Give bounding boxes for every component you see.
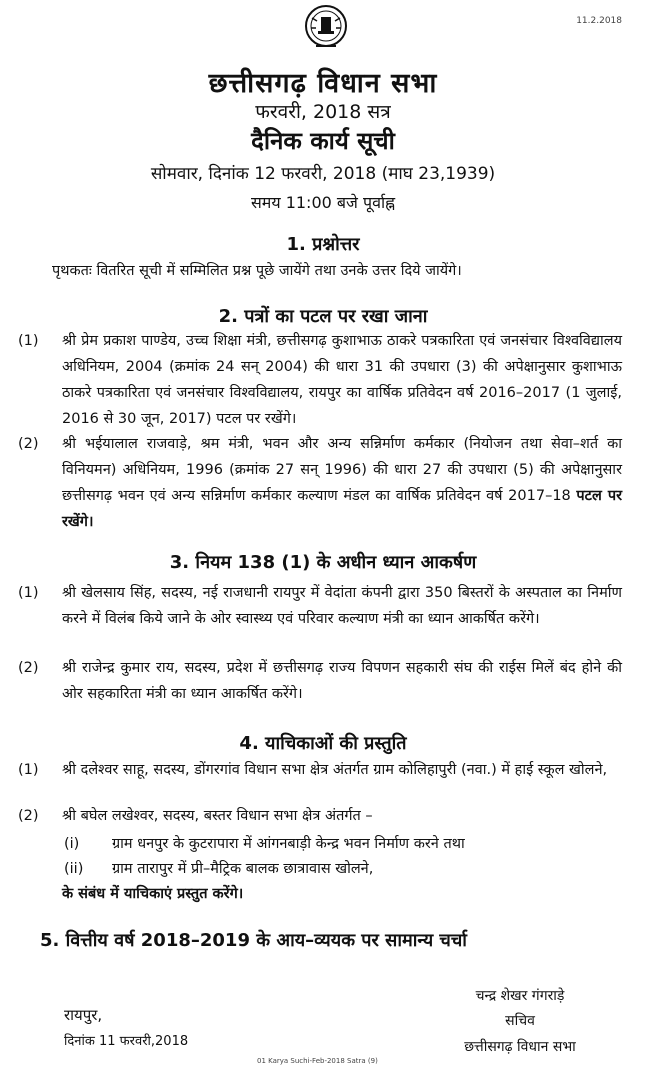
section-4-heading: 4. याचिकाओं की प्रस्तुति	[239, 733, 407, 754]
item-number: (2)	[18, 660, 39, 676]
item-number: (2)	[18, 436, 39, 452]
item-number: (1)	[18, 585, 39, 601]
signatory-title: सचिव	[505, 1013, 535, 1029]
section-5-heading: 5. वित्तीय वर्ष 2018–2019 के आय–व्ययक पर सामान्य चर्चा	[40, 930, 467, 951]
item-number: (2)	[18, 808, 39, 824]
section-4-item-1: श्री दलेश्वर साहू, सदस्य, डोंगरगांव विधान सभा क्षेत्र अंतर्गत ग्राम कोलिहापुरी (नवा.) में हाई स्कूल खोलने,	[62, 762, 608, 778]
signatory-organisation: छत्तीसगढ़ विधान सभा	[464, 1039, 576, 1055]
session-line: फरवरी, 2018 सत्र	[255, 101, 391, 123]
time-line: समय 11:00 बजे पूर्वाह्न	[250, 193, 396, 212]
place: रायपुर,	[64, 1006, 103, 1024]
section-4-subitem-2: ग्राम तारापुर में प्री–मैट्रिक बालक छात्रावास खोलने,	[112, 861, 374, 877]
section-1-heading: 1. प्रश्नोत्तर	[286, 234, 360, 255]
date-line: सोमवार, दिनांक 12 फरवरी, 2018 (माघ 23,1939)	[150, 164, 496, 184]
file-name: 01 Karya Suchi-Feb-2018 Satra (9)	[257, 1057, 378, 1065]
section-4-subitem-1: ग्राम धनपुर के कुटरापारा में आंगनबाड़ी केन्द्र भवन निर्माण करने तथा	[112, 836, 465, 852]
vidhan-sabha-emblem-icon	[303, 4, 349, 54]
item-text: श्री भईयालाल राजवाड़े, श्रम मंत्री, भवन और अन्य सन्निर्माण कर्मकार (नियोजन तथा सेवा–शर्त का विनियमन) अधिनियम, 1996 (क्रमांक 27 सन् 1996) की धारा 27 की उपधारा (5) की अपेक्षानुसार छत्तीसगढ़ भवन एवं अन्य सन्निर्माण कर्मकार कल्याण मंडल का वार्षिक प्रतिवेदन वर्ष 2017–18	[62, 436, 622, 504]
section-2-item-2	[62, 431, 622, 535]
date-stamp: 11.2.2018	[576, 16, 622, 26]
section-3-item-2: श्री राजेन्द्र कुमार राय, सदस्य, प्रदेश में छत्तीसगढ़ राज्य विपणन सहकारी संघ की राईस मिलें बंद होने की ओर सहकारिता मंत्री का ध्यान आकर्षित करेंगे।	[62, 660, 622, 702]
section-3-item-1: श्री खेलसाय सिंह, सदस्य, नई राजधानी रायपुर में वेदांता कंपनी द्वारा 350 बिस्तरों के अस्पताल का निर्माण करने में विलंब किये जाने के ओर स्वास्थ्य एवं परिवार कल्याण मंत्री का ध्यान आकर्षित करेंगे।	[62, 585, 622, 627]
item-number: (1)	[18, 333, 39, 349]
section-3-heading: 3. नियम 138 (1) के अधीन ध्यान आकर्षण	[169, 552, 477, 573]
section-4-closing: के संबंध में याचिकाएं प्रस्तुत करेंगे।	[62, 886, 244, 902]
assembly-title: छत्तीसगढ़ विधान सभा	[208, 68, 438, 99]
section-4-item-2: श्री बघेल लखेश्वर, सदस्य, बस्तर विधान सभा क्षेत्र अंतर्गत –	[62, 808, 373, 824]
item-bold-tail: पटल पर रखेंगे।	[62, 488, 623, 530]
subitem-number: (i)	[64, 836, 80, 852]
section-2-item-1: श्री प्रेम प्रकाश पाण्डेय, उच्च शिक्षा मंत्री, छत्तीसगढ़ कुशाभाऊ ठाकरे पत्रकारिता एवं जनसंचार विश्वविद्यालय अधिनियम, 2004 (क्रमांक 24 सन् 2004) की धारा 31 की उपधारा (3) की अपेक्षानुसार कुशाभाऊ ठाकरे पत्रकारिता एवं जनसंचार विश्वविद्यालय, रायपुर का वार्षिक प्रतिवेदन वर्ष 2016–2017 (1 जुलाई, 2016 से 30 जून, 2017) पटल पर रखेंगे।	[62, 333, 622, 427]
section-1-text: पृथकतः वितरित सूची में सम्मिलित प्रश्न पूछे जायेंगे तथा उनके उत्तर दिये जायेंगे।	[52, 263, 462, 279]
section-2-heading: 2. पत्रों का पटल पर रखा जाना	[218, 306, 428, 327]
subitem-number: (ii)	[64, 861, 84, 877]
item-number: (1)	[18, 762, 39, 778]
document-title: दैनिक कार्य सूची	[251, 127, 395, 155]
signatory-name: चन्द्र शेखर गंगराड़े	[475, 988, 565, 1004]
signing-date: दिनांक 11 फरवरी,2018	[64, 1034, 189, 1049]
